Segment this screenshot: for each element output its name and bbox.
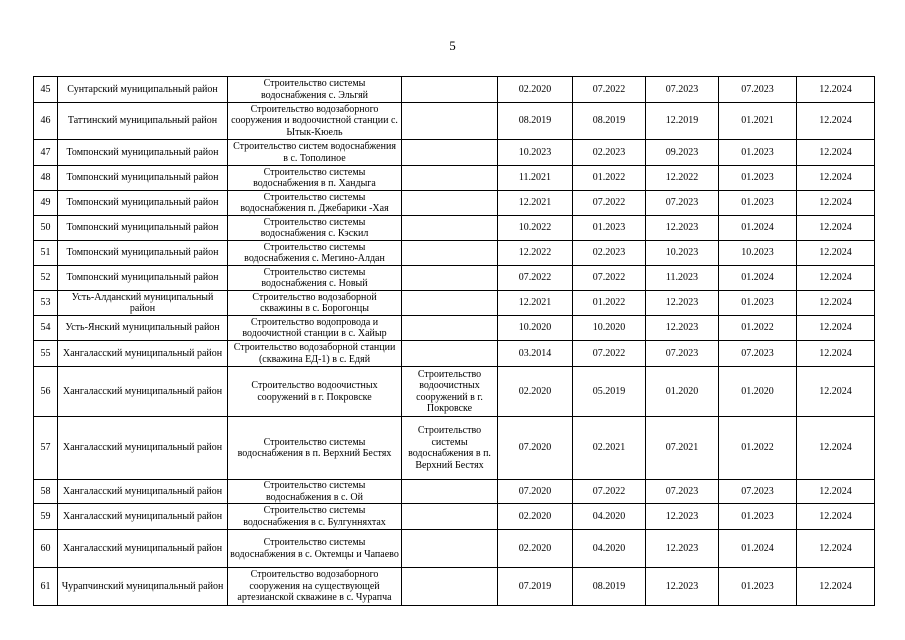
row-number: 47: [34, 140, 58, 166]
date-cell-4: 01.2023: [719, 291, 797, 316]
date-cell-4: 01.2022: [719, 316, 797, 341]
work-cell: Строительство водоочистных сооружений в г. Покровске: [228, 367, 402, 417]
date-cell-1: 12.2021: [498, 191, 573, 216]
extra-cell: Строительство водоочистных сооружений в г. Покровске: [402, 367, 498, 417]
district-cell: Чурапчинский муниципальный район: [58, 568, 228, 606]
table-row: [34, 504, 875, 530]
row-number: 60: [34, 530, 58, 568]
work-cell: Строительство водозаборной станции (скважина ЕД-1) в с. Едяй: [228, 341, 402, 367]
table-row: [34, 341, 875, 367]
date-cell-1: 11.2021: [498, 166, 573, 191]
date-cell-3: 12.2019: [646, 103, 719, 140]
district-cell: Томпонский муниципальный район: [58, 266, 228, 291]
date-cell-4: 07.2023: [719, 341, 797, 367]
date-cell-5: 12.2024: [797, 417, 875, 480]
extra-cell: [402, 341, 498, 367]
district-cell: Хангаласский муниципальный район: [58, 480, 228, 504]
extra-cell: [402, 166, 498, 191]
row-number: 52: [34, 266, 58, 291]
date-cell-3: 12.2022: [646, 166, 719, 191]
date-cell-2: 07.2022: [573, 191, 646, 216]
district-cell: Усть-Янский муниципальный район: [58, 316, 228, 341]
date-cell-2: 05.2019: [573, 367, 646, 417]
date-cell-3: 09.2023: [646, 140, 719, 166]
extra-cell: Строительство системы водоснабжения в п. Верхний Бестях: [402, 417, 498, 480]
work-cell: Строительство системы водоснабжения в п. Хандыга: [228, 166, 402, 191]
date-cell-3: 07.2021: [646, 417, 719, 480]
date-cell-5: 12.2024: [797, 316, 875, 341]
table-row: [34, 77, 875, 103]
date-cell-4: 01.2020: [719, 367, 797, 417]
district-cell: Хангаласский муниципальный район: [58, 530, 228, 568]
date-cell-2: 07.2022: [573, 341, 646, 367]
row-number: 59: [34, 504, 58, 530]
table-row: [34, 266, 875, 291]
work-cell: Строительство системы водоснабжения в с. Ой: [228, 480, 402, 504]
extra-cell: [402, 241, 498, 266]
date-cell-2: 08.2019: [573, 103, 646, 140]
date-cell-2: 02.2023: [573, 241, 646, 266]
work-cell: Строительство водозаборной скважины в с. Борогонцы: [228, 291, 402, 316]
district-cell: Хангаласский муниципальный район: [58, 367, 228, 417]
date-cell-5: 12.2024: [797, 166, 875, 191]
extra-cell: [402, 568, 498, 606]
work-cell: Строительство систем водоснабжения в с. Тополиное: [228, 140, 402, 166]
date-cell-5: 12.2024: [797, 530, 875, 568]
date-cell-1: 10.2022: [498, 216, 573, 241]
date-cell-5: 12.2024: [797, 480, 875, 504]
date-cell-3: 11.2023: [646, 266, 719, 291]
date-cell-3: 12.2023: [646, 504, 719, 530]
row-number: 50: [34, 216, 58, 241]
district-cell: Таттинский муниципальный район: [58, 103, 228, 140]
work-cell: Строительство системы водоснабжения с. Новый: [228, 266, 402, 291]
work-cell: Строительство системы водоснабжения с. Кэскил: [228, 216, 402, 241]
district-cell: Томпонский муниципальный район: [58, 140, 228, 166]
extra-cell: [402, 216, 498, 241]
date-cell-1: 10.2023: [498, 140, 573, 166]
date-cell-5: 12.2024: [797, 77, 875, 103]
date-cell-1: 02.2020: [498, 77, 573, 103]
table-row: [34, 103, 875, 140]
work-cell: Строительство системы водоснабжения с. Эльгяй: [228, 77, 402, 103]
date-cell-1: 03.2014: [498, 341, 573, 367]
date-cell-2: 02.2023: [573, 140, 646, 166]
date-cell-3: 12.2023: [646, 291, 719, 316]
date-cell-4: 01.2023: [719, 504, 797, 530]
date-cell-4: 01.2023: [719, 568, 797, 606]
date-cell-2: 04.2020: [573, 504, 646, 530]
row-number: 57: [34, 417, 58, 480]
date-cell-4: 01.2023: [719, 191, 797, 216]
date-cell-5: 12.2024: [797, 216, 875, 241]
work-cell: Строительство системы водоснабжения с. Мегино-Алдан: [228, 241, 402, 266]
date-cell-2: 01.2022: [573, 166, 646, 191]
date-cell-1: 07.2019: [498, 568, 573, 606]
row-number: 53: [34, 291, 58, 316]
date-cell-2: 10.2020: [573, 316, 646, 341]
work-cell: Строительство системы водоснабжения в п. Верхний Бестях: [228, 417, 402, 480]
date-cell-1: 07.2020: [498, 480, 573, 504]
date-cell-5: 12.2024: [797, 291, 875, 316]
district-cell: Томпонский муниципальный район: [58, 216, 228, 241]
table-row: [34, 241, 875, 266]
row-number: 49: [34, 191, 58, 216]
district-cell: Томпонский муниципальный район: [58, 241, 228, 266]
date-cell-1: 02.2020: [498, 530, 573, 568]
district-cell: Хангаласский муниципальный район: [58, 341, 228, 367]
date-cell-4: 10.2023: [719, 241, 797, 266]
date-cell-2: 07.2022: [573, 480, 646, 504]
work-cell: Строительство водопровода и водоочистной станции в с. Хайыр: [228, 316, 402, 341]
date-cell-5: 12.2024: [797, 341, 875, 367]
date-cell-4: 01.2024: [719, 266, 797, 291]
date-cell-4: 01.2024: [719, 216, 797, 241]
table-row: [34, 480, 875, 504]
date-cell-2: 08.2019: [573, 568, 646, 606]
date-cell-5: 12.2024: [797, 504, 875, 530]
district-cell: Хангаласский муниципальный район: [58, 504, 228, 530]
table-row: [34, 417, 875, 480]
work-cell: Строительство системы водоснабжения в с. Булгунняхтах: [228, 504, 402, 530]
date-cell-5: 12.2024: [797, 191, 875, 216]
table-row: [34, 191, 875, 216]
date-cell-1: 02.2020: [498, 367, 573, 417]
date-cell-2: 04.2020: [573, 530, 646, 568]
extra-cell: [402, 291, 498, 316]
date-cell-4: 07.2023: [719, 77, 797, 103]
row-number: 51: [34, 241, 58, 266]
extra-cell: [402, 191, 498, 216]
table-row: [34, 216, 875, 241]
district-cell: Томпонский муниципальный район: [58, 191, 228, 216]
date-cell-1: 08.2019: [498, 103, 573, 140]
date-cell-3: 07.2023: [646, 341, 719, 367]
extra-cell: [402, 103, 498, 140]
date-cell-5: 12.2024: [797, 367, 875, 417]
table-row: [34, 367, 875, 417]
work-cell: Строительство водозаборного сооружения и водоочистной станции с. Ытык-Кюель: [228, 103, 402, 140]
table-row: [34, 568, 875, 606]
table-row: [34, 140, 875, 166]
district-cell: Томпонский муниципальный район: [58, 166, 228, 191]
row-number: 55: [34, 341, 58, 367]
table-row: [34, 166, 875, 191]
row-number: 48: [34, 166, 58, 191]
date-cell-1: 07.2020: [498, 417, 573, 480]
date-cell-4: 01.2023: [719, 166, 797, 191]
work-cell: Строительство системы водоснабжения в с. Октемцы и Чапаево: [228, 530, 402, 568]
table-row: [34, 530, 875, 568]
extra-cell: [402, 266, 498, 291]
row-number: 46: [34, 103, 58, 140]
row-number: 61: [34, 568, 58, 606]
table-row: [34, 291, 875, 316]
extra-cell: [402, 77, 498, 103]
row-number: 54: [34, 316, 58, 341]
date-cell-5: 12.2024: [797, 140, 875, 166]
date-cell-5: 12.2024: [797, 241, 875, 266]
extra-cell: [402, 140, 498, 166]
date-cell-3: 01.2020: [646, 367, 719, 417]
district-cell: Усть-Алданский муниципальный район: [58, 291, 228, 316]
date-cell-2: 01.2022: [573, 291, 646, 316]
date-cell-3: 12.2023: [646, 530, 719, 568]
date-cell-1: 12.2021: [498, 291, 573, 316]
row-number: 45: [34, 77, 58, 103]
date-cell-1: 10.2020: [498, 316, 573, 341]
date-cell-1: 07.2022: [498, 266, 573, 291]
page-number: 5: [449, 38, 456, 53]
date-cell-3: 07.2023: [646, 480, 719, 504]
date-cell-3: 10.2023: [646, 241, 719, 266]
table-body: [34, 77, 875, 606]
date-cell-3: 12.2023: [646, 316, 719, 341]
date-cell-3: 12.2023: [646, 568, 719, 606]
date-cell-3: 12.2023: [646, 216, 719, 241]
date-cell-1: 12.2022: [498, 241, 573, 266]
date-cell-5: 12.2024: [797, 568, 875, 606]
date-cell-5: 12.2024: [797, 266, 875, 291]
extra-cell: [402, 316, 498, 341]
date-cell-4: 01.2023: [719, 140, 797, 166]
district-cell: Хангаласский муниципальный район: [58, 417, 228, 480]
table-row: [34, 316, 875, 341]
date-cell-2: 07.2022: [573, 77, 646, 103]
date-cell-4: 01.2024: [719, 530, 797, 568]
schedule-table: [33, 76, 875, 606]
date-cell-5: 12.2024: [797, 103, 875, 140]
row-number: 58: [34, 480, 58, 504]
date-cell-2: 02.2021: [573, 417, 646, 480]
extra-cell: [402, 480, 498, 504]
extra-cell: [402, 530, 498, 568]
date-cell-2: 07.2022: [573, 266, 646, 291]
extra-cell: [402, 504, 498, 530]
date-cell-3: 07.2023: [646, 77, 719, 103]
date-cell-4: 01.2022: [719, 417, 797, 480]
district-cell: Сунтарский муниципальный район: [58, 77, 228, 103]
work-cell: Строительство водозаборного сооружения на существующей артезианской скважине в с. Чурапча: [228, 568, 402, 606]
date-cell-3: 07.2023: [646, 191, 719, 216]
date-cell-4: 07.2023: [719, 480, 797, 504]
date-cell-1: 02.2020: [498, 504, 573, 530]
work-cell: Строительство системы водоснабжения п. Джебарики -Хая: [228, 191, 402, 216]
date-cell-2: 01.2023: [573, 216, 646, 241]
row-number: 56: [34, 367, 58, 417]
date-cell-4: 01.2021: [719, 103, 797, 140]
